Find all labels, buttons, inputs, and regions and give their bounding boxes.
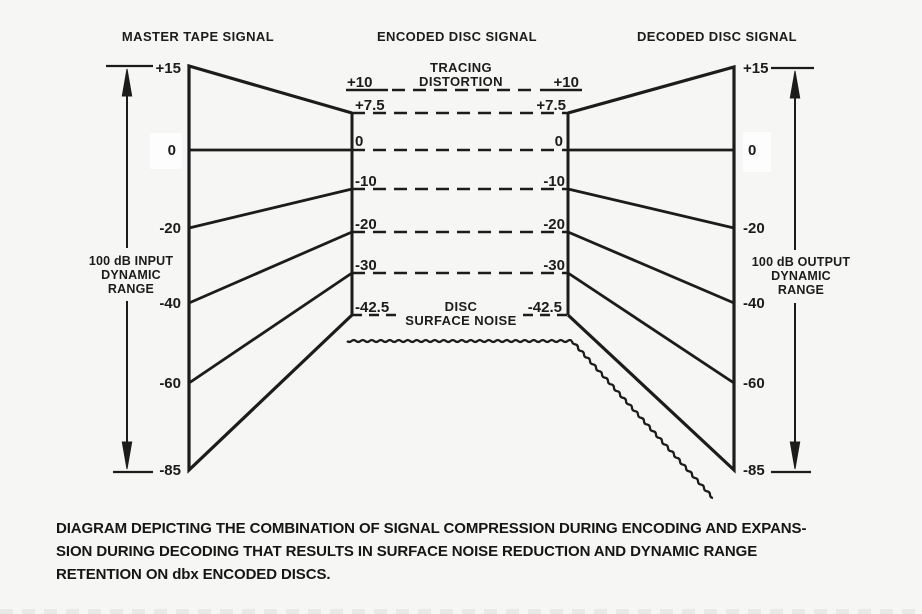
encode-line-minus20	[189, 189, 352, 228]
scale-label: +15	[155, 60, 181, 77]
scale-label: -30	[543, 257, 565, 274]
scale-label: -10	[355, 173, 377, 190]
scale-label: 0	[167, 142, 176, 159]
range-note-line: DYNAMIC	[771, 269, 831, 283]
encoded-disc-header: ENCODED DISC SIGNAL	[376, 29, 538, 44]
scale-label: +10	[347, 74, 373, 91]
zero-label-highlight-left	[150, 133, 182, 169]
annotation-line: TRACING	[429, 60, 493, 75]
decoded-disc-header: DECODED DISC SIGNAL	[636, 29, 798, 44]
annotation-line: DISTORTION	[419, 74, 503, 89]
tracing-distortion-annotation	[419, 60, 503, 89]
arrow-up-icon	[790, 71, 799, 98]
arrow-up-icon	[122, 69, 131, 96]
decode-expansion-lines	[568, 150, 734, 383]
annotation-line: SURFACE NOISE	[405, 313, 517, 328]
scale-label: -42.5	[355, 299, 390, 316]
encoded-scale-labels-right	[528, 74, 579, 316]
scale-label: +10	[553, 74, 579, 91]
scale-label: -60	[743, 375, 765, 392]
scale-label: -85	[743, 462, 765, 479]
caption-line: DIAGRAM DEPICTING THE COMBINATION OF SIGNAL COMPRESSION DURING ENCODING AND EXPANS-	[56, 520, 807, 537]
caption-line: SION DURING DECODING THAT RESULTS IN SURFACE NOISE REDUCTION AND DYNAMIC RANGE	[56, 543, 758, 560]
encode-compression-lines	[189, 150, 352, 383]
range-note-line: RANGE	[107, 282, 155, 296]
annotation-line: DISC	[444, 299, 478, 314]
figure-caption	[56, 517, 896, 586]
scale-label: -20	[355, 216, 377, 233]
encode-line-minus40	[189, 232, 352, 303]
encode-line-minus60	[189, 273, 352, 383]
decode-line-minus30	[568, 273, 734, 383]
decoded-scale-labels	[743, 60, 768, 479]
column-headers	[122, 29, 797, 44]
scale-label: 0	[748, 142, 757, 159]
scale-label: -85	[159, 462, 181, 479]
disc-surface-noise-annotation	[405, 299, 516, 328]
scale-label: 0	[554, 133, 563, 150]
decode-line-minus20	[568, 232, 734, 303]
range-note-line: RANGE	[777, 283, 825, 297]
scale-label: -30	[355, 257, 377, 274]
range-note-line: 100 dB INPUT	[88, 254, 174, 268]
scale-label: +7.5	[536, 97, 566, 114]
scale-label: -40	[159, 295, 181, 312]
caption-line: RETENTION ON dbx ENCODED DISCS.	[56, 566, 331, 583]
master-tape-header: MASTER TAPE SIGNAL	[121, 29, 275, 44]
scale-label: -60	[159, 375, 181, 392]
scale-label: -20	[543, 216, 565, 233]
range-note-line: DYNAMIC	[101, 268, 161, 282]
input-range-note	[89, 254, 174, 296]
scale-label: +7.5	[355, 97, 385, 114]
scale-label: +15	[743, 60, 769, 77]
arrow-down-icon	[790, 442, 799, 469]
encoded-level-gridlines	[346, 90, 582, 315]
scale-label: -20	[743, 220, 765, 237]
disc-surface-noise-wave	[347, 340, 713, 498]
scale-label: -20	[159, 220, 181, 237]
scale-label: -42.5	[527, 299, 562, 316]
decode-line-minus10	[568, 189, 734, 228]
cropped-text-artifact	[0, 609, 922, 614]
scale-label: 0	[355, 133, 364, 150]
arrow-down-icon	[122, 442, 131, 469]
scale-label: -40	[743, 295, 765, 312]
range-note-line: 100 dB OUTPUT	[751, 255, 851, 269]
scale-label: -10	[543, 173, 565, 190]
output-range-note	[752, 255, 851, 297]
